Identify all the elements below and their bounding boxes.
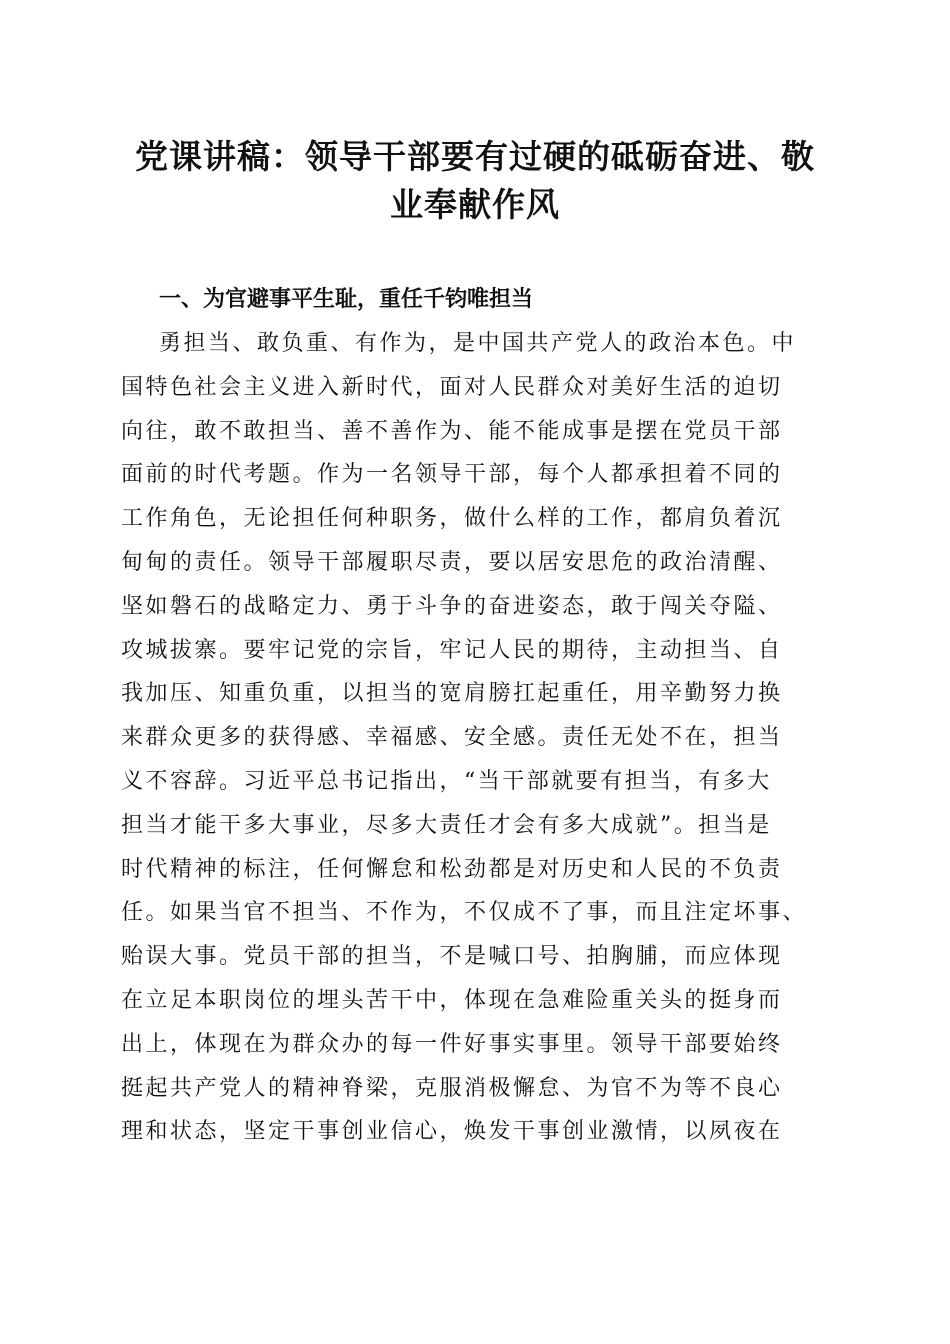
body-line: 贻误大事。党员干部的担当，不是喊口号、拍胸脯，而应体现: [121, 944, 783, 970]
title-line-1: 党课讲稿：领导干部要有过硬的砥砺奋进、敬: [135, 137, 815, 176]
body-line: 任。如果当官不担当、不作为，不仅成不了事，而且注定坏事、: [121, 900, 808, 926]
body-line: 国特色社会主义进入新时代，面对人民群众对美好生活的迫切: [121, 374, 783, 400]
body-line: 面前的时代考题。作为一名领导干部，每个人都承担着不同的: [121, 462, 783, 488]
body-line: 在立足本职岗位的埋头苦干中，体现在急难险重关头的挺身而: [121, 987, 783, 1013]
body-line: 攻城拔寨。要牢记党的宗旨，牢记人民的期待，主动担当、自: [121, 637, 783, 663]
body-line: 工作角色，无论担任何种职务，做什么样的工作，都肩负着沉: [121, 506, 783, 532]
body-line: 我加压、知重负重，以担当的宽肩膀扛起重任，用辛勤努力换: [121, 681, 783, 707]
section-heading: 一、为官避事平生耻，重任千钧唯担当: [159, 287, 534, 312]
body-line: 义不容辞。习近平总书记指出，“当干部就要有担当，有多大: [121, 768, 772, 794]
body-line: 出上，体现在为群众办的每一件好事实事里。领导干部要始终: [121, 1031, 783, 1057]
title-line-2: 业奉献作风: [390, 185, 560, 224]
body-line: 坚如磐石的战略定力、勇于斗争的奋进姿态，敢于闯关夺隘、: [121, 593, 783, 619]
body-line: 时代精神的标注，任何懈怠和松劲都是对历史和人民的不负责: [121, 856, 783, 882]
body-line: 挺起共产党人的精神脊梁，克服消极懈怠、为官不为等不良心: [121, 1075, 783, 1101]
body-line: 甸甸的责任。领导干部履职尽责，要以居安思危的政治清醒、: [121, 549, 783, 575]
document-title: [100, 133, 850, 229]
body-line: 担当才能干多大事业，尽多大责任才会有多大成就”。担当是: [121, 812, 772, 838]
body-line: 来群众更多的获得感、幸福感、安全感。责任无处不在，担当: [121, 725, 783, 751]
body-line: 理和状态，坚定干事创业信心，焕发干事创业激情，以夙夜在: [121, 1119, 783, 1145]
body-line: 向往，敢不敢担当、善不善作为、能不能成事是摆在党员干部: [121, 418, 783, 444]
body-line: 勇担当、敢负重、有作为，是中国共产党人的政治本色。中: [159, 331, 797, 356]
body-paragraph: [121, 322, 841, 1154]
